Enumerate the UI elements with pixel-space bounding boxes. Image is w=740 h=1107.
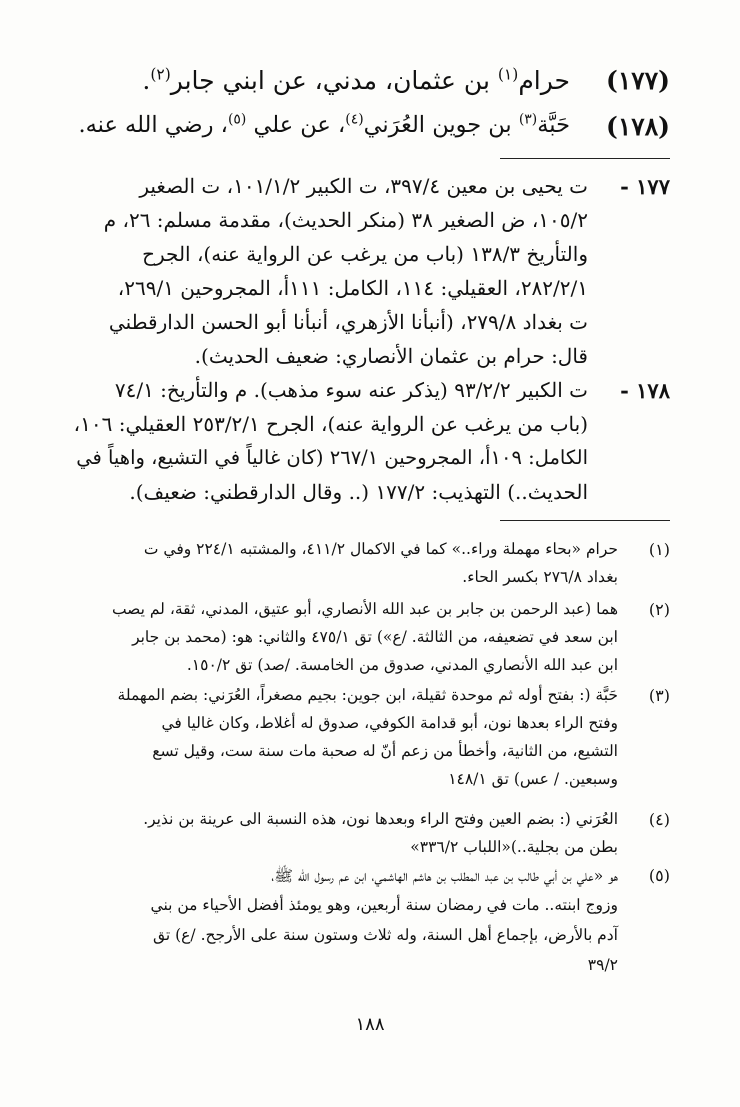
footnote-divider — [500, 520, 670, 521]
header-divider — [500, 158, 670, 159]
narrator-text: حرام$^{(١)}$ بن عثمان، مدني، عن ابني جابر$^{(٢)}$. — [142, 65, 570, 95]
footnote-number: (٣) — [648, 686, 670, 705]
footnote-line: التشيع، من الثانية، وأخطأ من زعم أنّ له صحبة مات سنة ست، وقيل تسع — [152, 742, 618, 760]
commentary-line: (باب من يرغب عن الرواية عنه)، الجرح ٢٥٣/٢/١ العقيلي: ١٠٦، — [73, 412, 588, 436]
footnote-line: ابن عبد الله الأنصاري المدني، صدوق من الخامسة. /صد) تق ١٥٠/٢. — [186, 656, 618, 674]
footnote-line: هو «علي بن أبي طالب بن عبد المطلب بن هاشم الهاشمي، ابن عم رسول الله ﷺ، — [271, 867, 618, 885]
page-number: ١٨٨ — [355, 1014, 385, 1035]
commentary-line: ت بغداد ٢٧٩/٨، (أنبأنا الأزهري، أنبأنا أبو الحسن الدارقطني — [108, 310, 588, 334]
footnote — [0, 808, 740, 868]
footnote-line: بغداد ٢٧٦/٨ بكسر الحاء. — [462, 568, 618, 586]
footnote-line: وزوج ابنته.. مات في رمضان سنة أربعين، وهو يومئذ أفضل الأحياء من بني — [150, 896, 618, 914]
footnote-ref[interactable]: (٤) — [345, 111, 364, 128]
footnote-line: وسبعين. / عس) تق ١٤٨/١ — [448, 770, 618, 788]
footnote-line: بطن من بجلية..)«اللباب ٣٣٦/٢» — [410, 838, 618, 856]
footnote — [0, 684, 740, 800]
commentary-line: الكامل: ١٠٩أ، المجروحين ٢٦٧/١ (كان غالياً في التشيع، واهياً في — [76, 446, 588, 469]
footnote — [0, 864, 740, 984]
commentary-number: ١٧٧ - — [620, 174, 670, 199]
footnote-ref[interactable]: (٥) — [227, 111, 247, 128]
commentary-line: الحديث..) التهذيب: ١٧٧/٢ (.. وقال الدارقطني: ضعيف). — [129, 480, 588, 504]
footnote — [0, 598, 740, 686]
narrator-entry — [0, 112, 740, 148]
commentary-line: ت يحيى بن معين ٣٩٧/٤، ت الكبير ١٠١/١/٢، ت الصغير — [139, 174, 588, 198]
footnote-line: ٣٩/٢ — [587, 956, 618, 974]
footnote-number: (٥) — [648, 866, 670, 885]
entry-number: (١٧٨) — [606, 112, 670, 141]
entry-number: (١٧٧) — [606, 66, 670, 95]
commentary-line: ٢٨٢/٢/١، العقيلي: ١١٤، الكامل: ١١١أ، المجروحين ٢٦٩/١، — [117, 276, 588, 300]
footnote-number: (٤) — [648, 810, 670, 829]
footnote-ref[interactable]: (٢) — [150, 65, 171, 84]
footnote — [0, 538, 740, 598]
commentary-line: ت الكبير ٩٣/٢/٢ (يذكر عنه سوء مذهب). م والتأريخ: ٧٤/١ — [114, 378, 588, 402]
footnote-number: (١) — [648, 540, 670, 559]
footnote-number: (٢) — [648, 600, 670, 619]
footnote-line: وفتح الراء بعدها نون، أبو قدامة الكوفي، صدوق له أغلاط، وكان غاليا في — [161, 714, 618, 732]
footnote-line: حرام «بحاء مهملة وراء..» كما في الاكمال ٤١١/٢، والمشتبه ٢٢٤/١ وفي ت — [143, 540, 618, 558]
commentary-line: قال: حرام بن عثمان الأنصاري: ضعيف الحديث). — [194, 344, 588, 368]
footnote-line: حَبَّة (: بفتح أوله ثم موحدة ثقيلة، ابن جوين: بجيم مصغراً، العُرَني: بضم المهملة — [117, 686, 618, 704]
footnote-line: العُرَني (: بضم العين وفتح الراء وبعدها نون، هذه النسبة الى عرينة بن نذير. — [143, 810, 618, 828]
footnote-line: آدم بالأرض، بإجماع أهل السنة، وله ثلاث وستون سنة على الأرجح. /ع) تق — [152, 926, 618, 944]
footnote-ref[interactable]: (٣) — [518, 111, 538, 128]
narrator-entry — [0, 66, 740, 102]
footnote-ref[interactable]: (١) — [497, 65, 519, 84]
footnote-line: ابن سعد في تضعيفه، من الثالثة. /ع») تق ٤٧٥/١ والثاني: هو: (محمد بن جابر — [132, 628, 618, 646]
footnote-line: هما (عبد الرحمن بن جابر بن عبد الله الأنصاري، أبو عتيق، المدني، ثقة، لم يصب — [111, 600, 618, 618]
commentary-number: ١٧٨ - — [620, 378, 670, 403]
commentary-entry — [0, 374, 740, 514]
narrator-text: حَبَّة$^{(٣)}$ بن جوين العُرَني$^{(٤)}$، عن علي $^{(٥)}$، رضي الله عنه. — [78, 111, 570, 138]
commentary-line: والتأريخ ١٣٨/٣ (باب من يرغب عن الرواية عنه)، الجرح — [142, 242, 588, 266]
commentary-line: ١٠٥/٢، ض الصغير ٣٨ (منكر الحديث)، مقدمة مسلم: ٢٦، م — [103, 208, 588, 232]
commentary-entry — [0, 170, 740, 380]
